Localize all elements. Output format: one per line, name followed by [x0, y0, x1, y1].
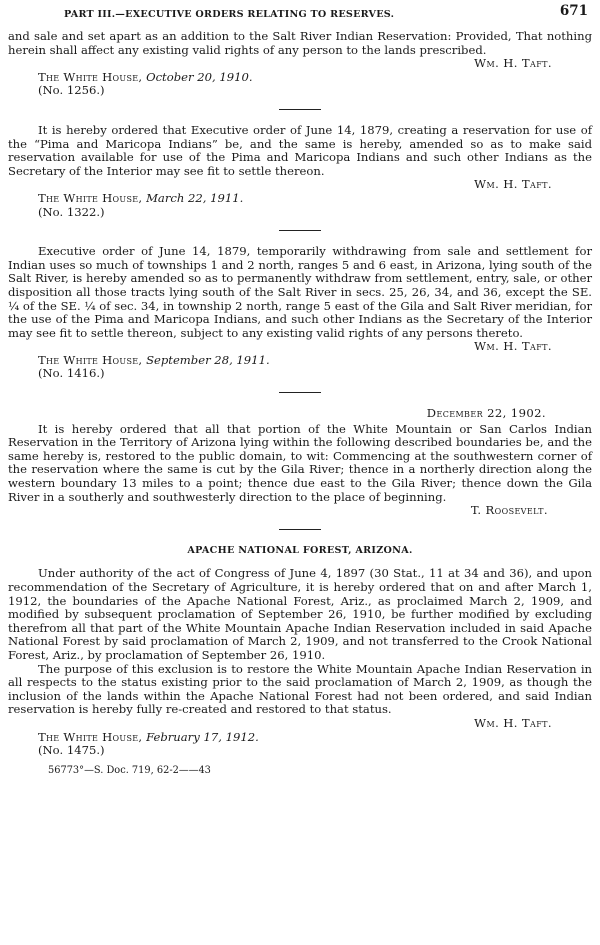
- footer-signature-line: 56773°—S. Doc. 719, 62-2——43: [48, 764, 211, 776]
- order-1256-place-date: [38, 71, 592, 85]
- white-house-label: The White House,: [38, 190, 143, 205]
- order-1256-text: and sale and set apart as an addition to the Salt River Indian Reservation: Provided, That nothing herein shall affect any existing valid rights of any person to the lands prescribed.: [8, 29, 592, 57]
- section-heading: APACHE NATIONAL FOREST, ARIZONA.: [187, 544, 413, 556]
- order-1902-text: It is hereby ordered that all that portion of the White Mountain or San Carlos Indian Reservation in the Territory of Arizona lying within the following described boundaries be, and the same hereby is, restored to the public domain, to wit: Commencing at the southwestern corner of the reservation where the same is cut by the Gila River; thence in a northerly direction along the western boundary 13 miles to a point; thence due east to the Gila River; thence down the Gila River in a southerly and southwesterly direction to the place of beginning.: [8, 421, 592, 504]
- order-1416-place-date: [38, 354, 592, 368]
- order-1322-signature: Wm. H. Taft.: [474, 177, 552, 192]
- order-1322-date: March 22, 1911.: [146, 190, 244, 205]
- order-1902-date-heading: December 22, 1902.: [426, 406, 546, 421]
- order-1475-signature: Wm. H. Taft.: [474, 715, 552, 730]
- running-header: [8, 4, 592, 30]
- separator-rule: [279, 392, 321, 393]
- white-house-label: The White House,: [38, 729, 143, 744]
- page-number: 671: [559, 3, 588, 19]
- order-1475-number: (No. 1475.): [38, 743, 105, 758]
- order-1475-place-date: [38, 731, 592, 745]
- section-paragraph-2: The purpose of this exclusion is to restore the White Mountain Apache Indian Reservation in all respects to the status existing prior to the said proclamation of March 2, 1909, as though the inclusion of the lands within the Apache National Forest had not been ordered, and said Indian reservation is hereby fully re-created and restored to that status.: [8, 661, 592, 717]
- order-1256-signature: Wm. H. Taft.: [474, 56, 552, 71]
- order-1322-text: It is hereby ordered that Executive order of June 14, 1879, creating a reservation for use of the “Pima and Maricopa Indians” be, and the same is hereby, amended so as to make said reservation available for use of the Pima and Maricopa Indians and such other Indians as the Secretary of the Interior may see fit to settle thereon.: [8, 122, 592, 178]
- order-1256-date: October 20, 1910.: [146, 69, 253, 84]
- order-1416-text: Executive order of June 14, 1879, temporarily withdrawing from sale and settlement for Indian uses so much of townships 1 and 2 north, ranges 5 and 6 east, in Arizona, lying south of the Salt River, is hereby amended so as to permanently withdraw from settlement, entry, sale, or other disposition all those tracts lying south of the Salt River in secs. 25, 26, 34, and 36, except the SE. ¼ of the SE. ¼ of sec. 34, in township 2 north, range 5 east of the Gila and Salt River meridian, for the use of the Pima and Maricopa Indians, and such other Indians as the Secretary of the Interior may see fit to settle thereon, subject to any existing valid rights of any persons thereto.: [8, 244, 592, 340]
- separator-rule: [279, 529, 321, 530]
- section-paragraph-1: Under authority of the act of Congress of June 4, 1897 (30 Stat., 11 at 34 and 36), and upon recommendation of the Secretary of Agriculture, it is hereby ordered that on and after March 1, 1912, the boundaries of the Apache National Forest, Ariz., as proclaimed March 2, 1909, and modified by subsequent proclamation of September 26, 1910, be further modified by excluding therefrom all that part of the White Mountain Apache Indian Reservation included in said Apache National Forest by said proclamation of March 2, 1909, and not transferred to the Crook National Forest, Ariz., by proclamation of September 26, 1910.: [8, 566, 592, 662]
- white-house-label: The White House,: [38, 69, 143, 84]
- order-1902-signature: T. Roosevelt.: [470, 503, 548, 518]
- separator-rule: [279, 230, 321, 231]
- order-1416-number: (No. 1416.): [38, 366, 105, 381]
- order-1475-date: February 17, 1912.: [146, 729, 259, 744]
- order-1322-number: (No. 1322.): [38, 204, 105, 219]
- separator-rule: [279, 109, 321, 110]
- header-title: PART III.—EXECUTIVE ORDERS RELATING TO RESERVES.: [64, 9, 395, 20]
- order-1322-place-date: [38, 192, 592, 206]
- order-1416-signature: Wm. H. Taft.: [474, 339, 552, 354]
- order-1256-number: (No. 1256.): [38, 83, 105, 98]
- white-house-label: The White House,: [38, 352, 143, 367]
- order-1416-date: September 28, 1911.: [146, 352, 270, 367]
